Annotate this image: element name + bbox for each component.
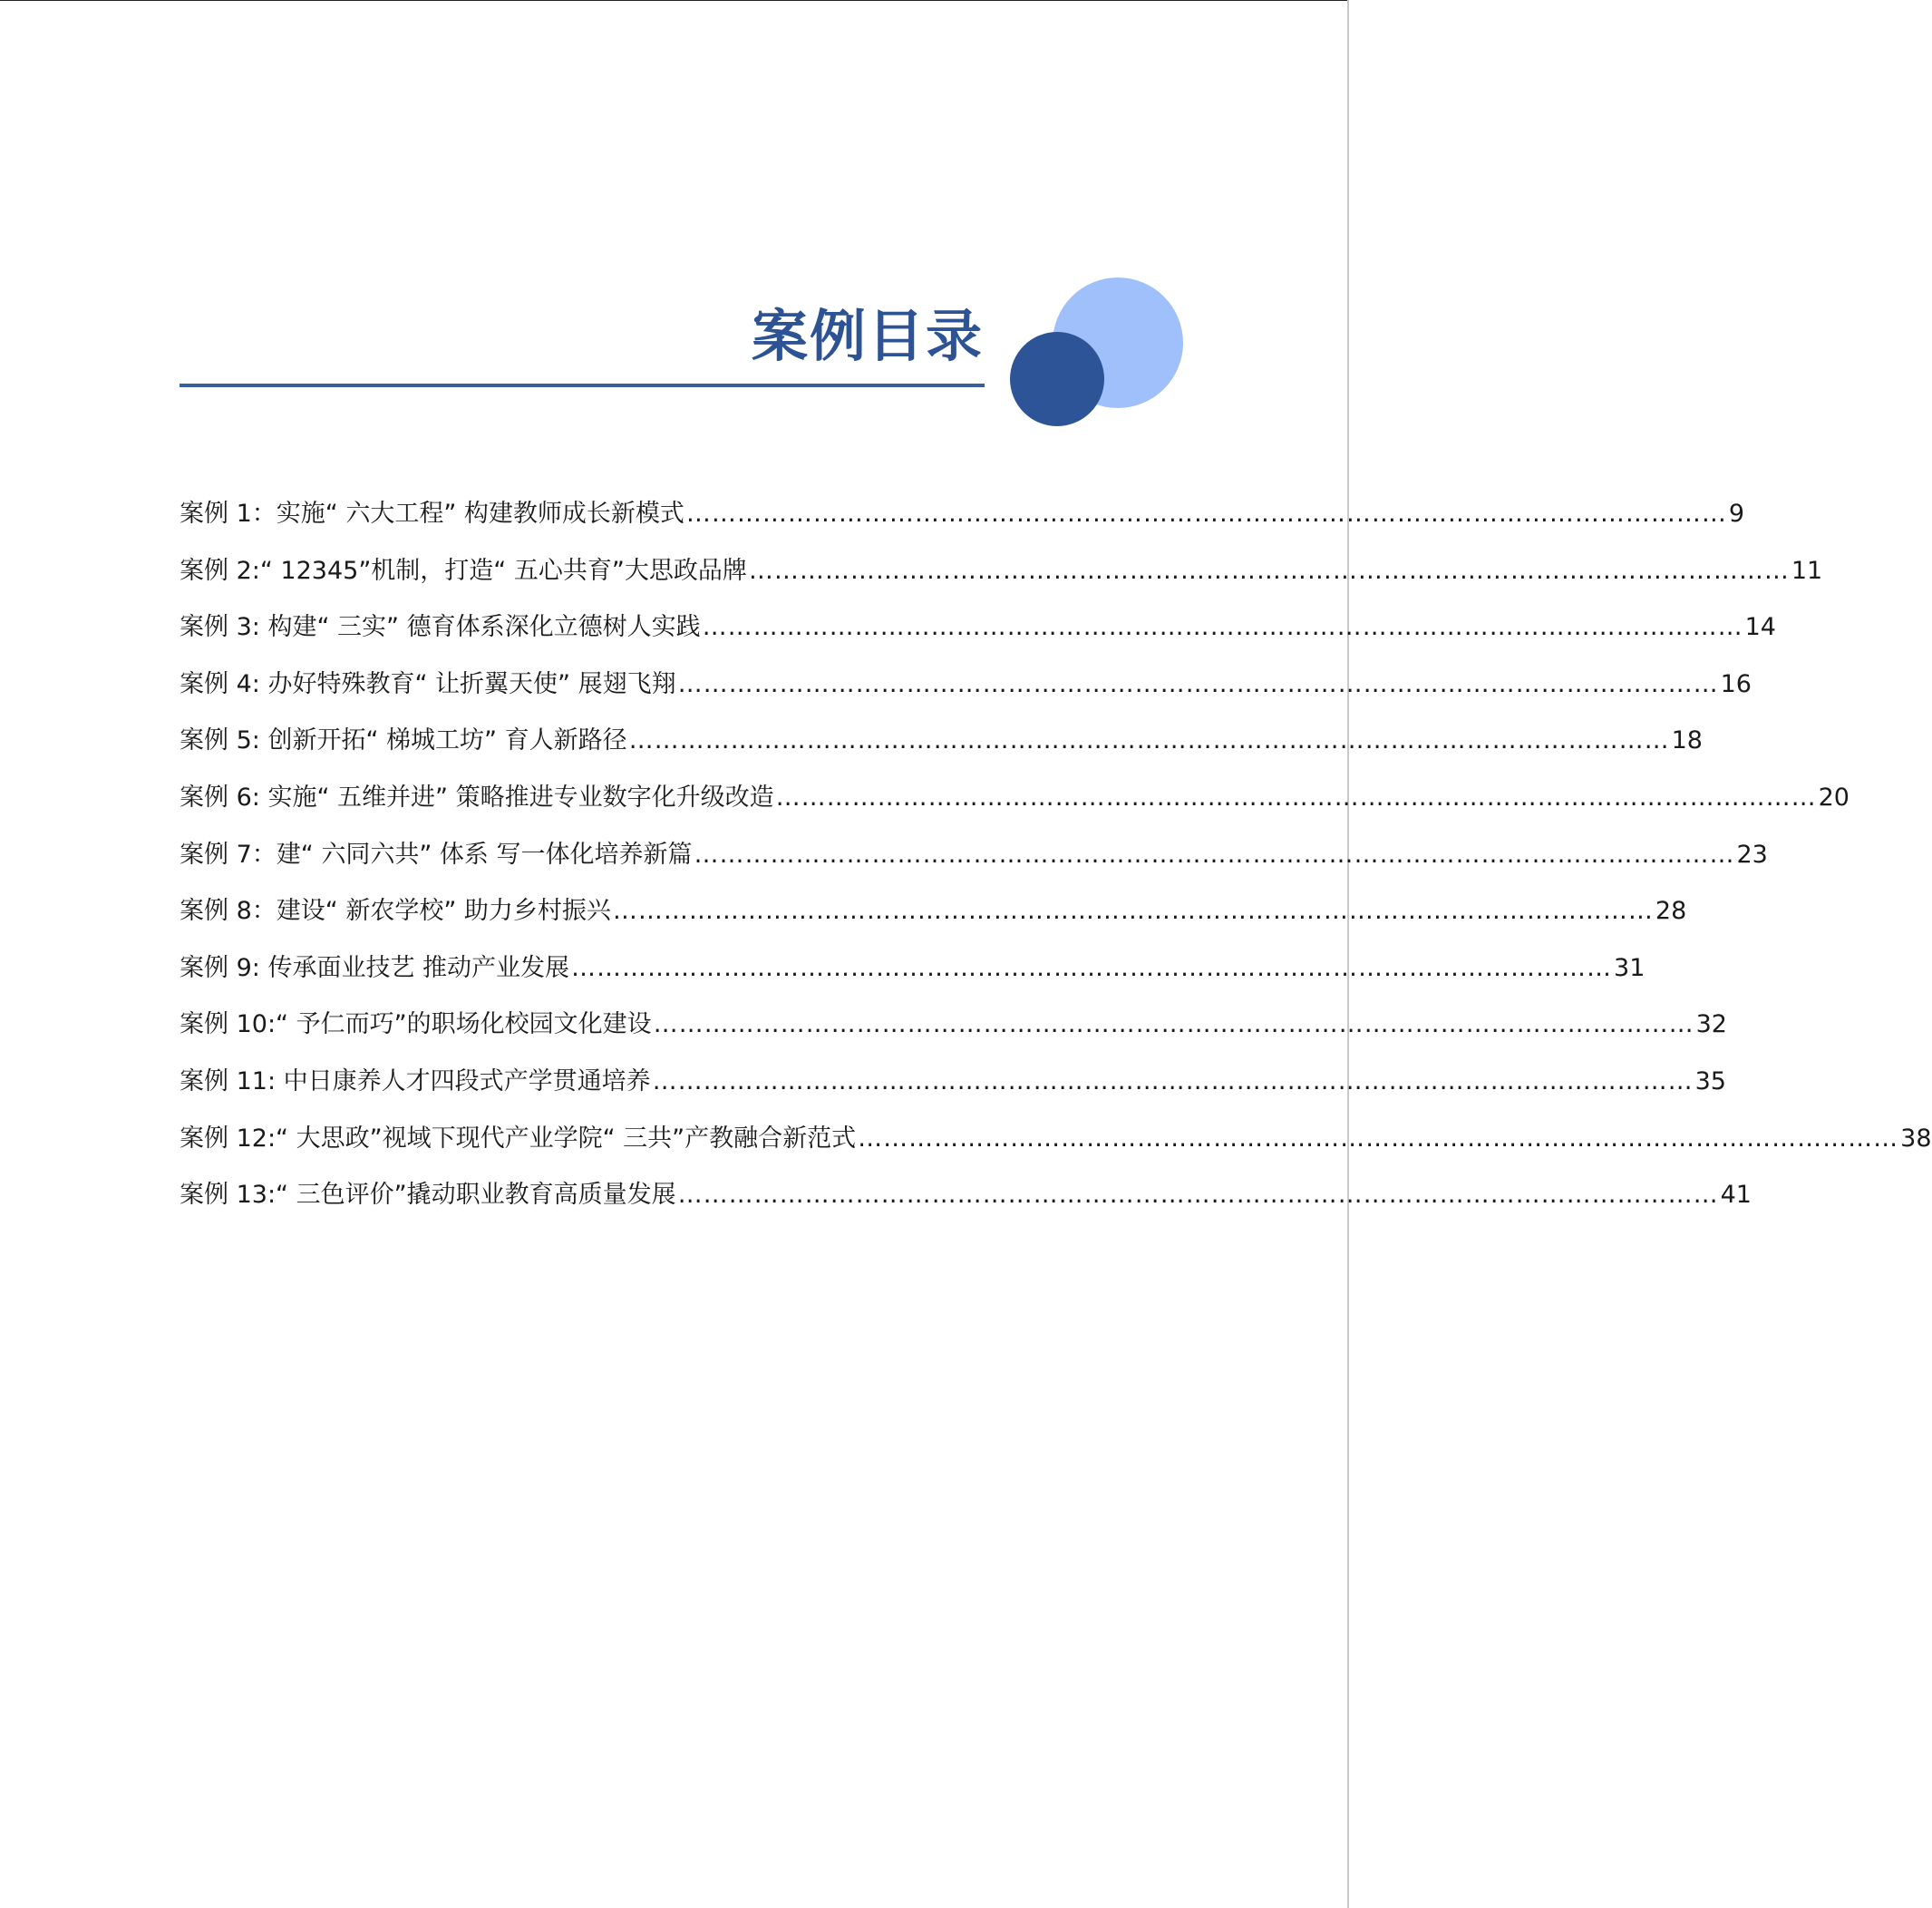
toc-entry-label: 案例 6: 实施“ 五维并进” 策略推进专业数字化升级改造 (180, 783, 774, 812)
toc-entry[interactable] (180, 1066, 1726, 1126)
toc-entry-page: 28 (1655, 897, 1687, 926)
toc-entry-page: 31 (1614, 953, 1646, 982)
toc-leader-dots: …………………………………………………………………………………………………………… (612, 897, 1654, 926)
toc-entry-label: 案例 10:“ 予仁而巧”的职场化校园文化建设 (180, 1010, 652, 1039)
toc-leader-dots: …………………………………………………………………………………………………………… (858, 1124, 1899, 1153)
toc-entry-label: 案例 12:“ 大思政”视域下现代产业学院“ 三共”产教融合新范式 (180, 1124, 857, 1153)
toc-entry-label: 案例 1：实施“ 六大工程” 构建教师成长新模式 (180, 500, 684, 528)
toc-entry-page: 18 (1671, 726, 1703, 755)
toc-entry-label: 案例 5: 创新开拓“ 梯城工坊” 育人新路径 (180, 726, 627, 755)
table-of-contents (180, 500, 1932, 1240)
toc-entry[interactable] (180, 1010, 1727, 1069)
toc-entry-page: 14 (1744, 613, 1776, 642)
toc-entry[interactable] (180, 556, 1823, 616)
toc-entry-label: 案例 8：建设“ 新农学校” 助力乡村振兴 (180, 897, 611, 926)
toc-entry-label: 案例 7：建“ 六同六共” 体系 写一体化培养新篇 (180, 840, 693, 869)
toc-leader-dots: …………………………………………………………………………………………………………… (748, 556, 1790, 585)
toc-leader-dots: …………………………………………………………………………………………………………… (628, 726, 1670, 755)
toc-entry-page: 41 (1720, 1181, 1752, 1210)
toc-leader-dots: …………………………………………………………………………………………………………… (652, 1066, 1694, 1095)
toc-entry[interactable] (180, 1181, 1752, 1240)
toc-entry-label: 案例 9: 传承面业技艺 推动产业发展 (180, 953, 570, 982)
toc-entry[interactable] (180, 1124, 1932, 1183)
toc-entry[interactable] (180, 897, 1687, 956)
toc-entry-page: 32 (1695, 1010, 1727, 1039)
page-top-border (0, 0, 1349, 1)
toc-leader-dots: …………………………………………………………………………………………………………… (677, 1181, 1719, 1210)
toc-leader-dots: …………………………………………………………………………………………………………… (694, 840, 1735, 869)
decorative-circle-dark (1010, 332, 1104, 426)
toc-entry-page: 38 (1900, 1124, 1932, 1153)
toc-entry[interactable] (180, 726, 1703, 785)
toc-entry-label: 案例 11: 中日康养人才四段式产学贯通培养 (180, 1066, 651, 1095)
toc-entry[interactable] (180, 953, 1646, 1013)
toc-entry[interactable] (180, 669, 1752, 729)
toc-leader-dots: …………………………………………………………………………………………………………… (775, 783, 1817, 812)
toc-entry-page: 35 (1694, 1066, 1726, 1095)
toc-entry-page: 11 (1791, 556, 1823, 585)
title-underline (180, 384, 985, 387)
toc-entry[interactable] (180, 783, 1849, 842)
page-title: 案例目录 (751, 303, 984, 369)
toc-entry[interactable] (180, 500, 1745, 559)
toc-entry-label: 案例 2:“ 12345”机制，打造“ 五心共育”大思政品牌 (180, 556, 747, 585)
toc-leader-dots: …………………………………………………………………………………………………………… (571, 953, 1613, 982)
toc-entry-page: 20 (1818, 783, 1849, 812)
toc-entry-page: 23 (1736, 840, 1768, 869)
toc-entry-page: 9 (1728, 500, 1745, 528)
toc-entry-label: 案例 3: 构建“ 三实” 德育体系深化立德树人实践 (180, 613, 701, 642)
toc-leader-dots: …………………………………………………………………………………………………………… (653, 1010, 1694, 1039)
toc-leader-dots: …………………………………………………………………………………………………………… (677, 669, 1719, 698)
toc-entry-label: 案例 13:“ 三色评价”撬动职业教育高质量发展 (180, 1181, 676, 1210)
toc-entry-label: 案例 4: 办好特殊教育“ 让折翼天使” 展翅飞翔 (180, 669, 676, 698)
toc-leader-dots: …………………………………………………………………………………………………………… (702, 613, 1743, 642)
toc-entry[interactable] (180, 613, 1776, 672)
toc-entry[interactable] (180, 840, 1768, 900)
toc-entry-page: 16 (1720, 669, 1752, 698)
toc-leader-dots: …………………………………………………………………………………………………………… (685, 500, 1727, 528)
